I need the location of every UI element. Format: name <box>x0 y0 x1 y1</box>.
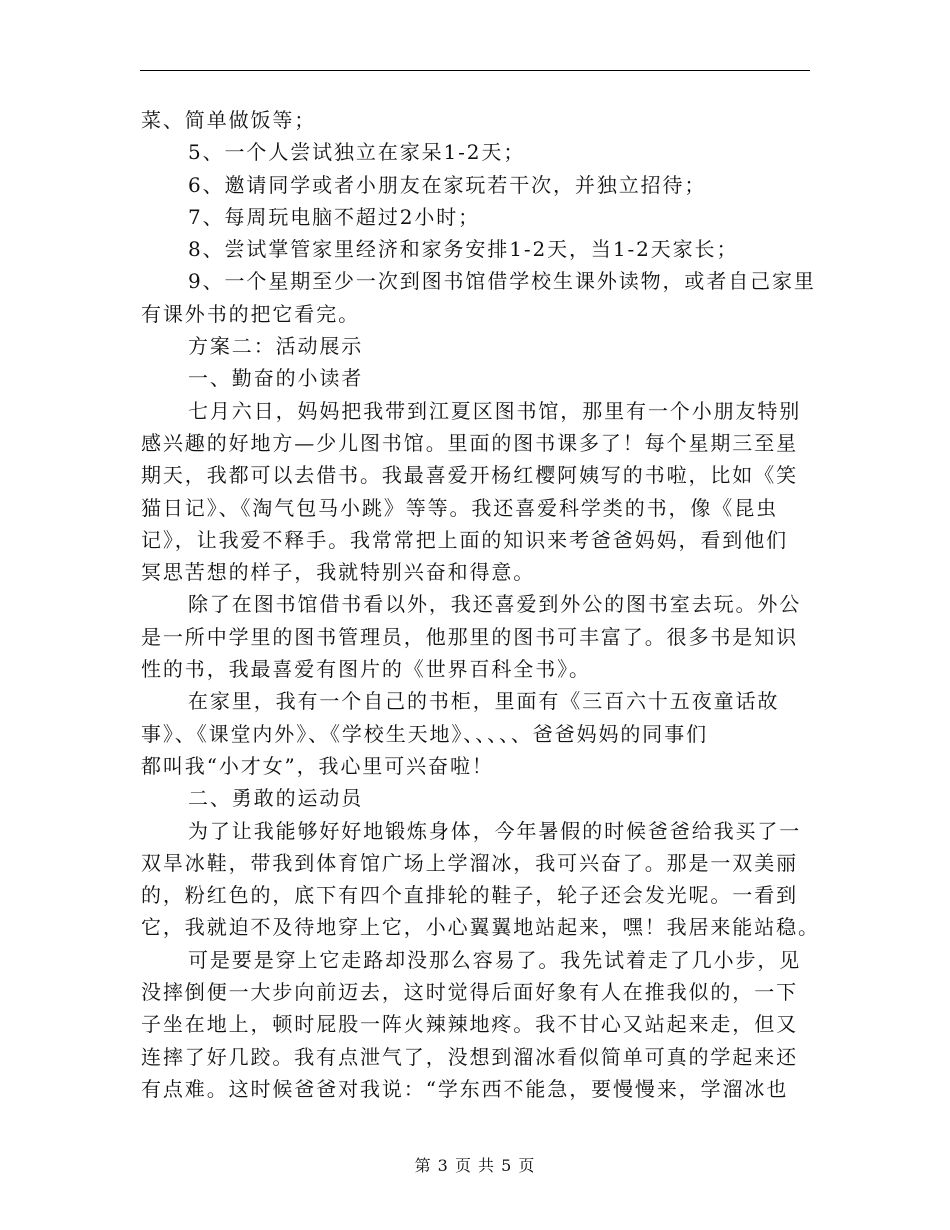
list-item-7: 7、每周玩电脑不超过2小时； <box>188 204 481 229</box>
paragraph-line: 除了在图书馆借书看以外，我还喜爱到外公的图书室去玩。外公 <box>188 592 802 617</box>
paragraph-line: 子坐在地上，顿时屁股一阵火辣辣地疼。我不甘心又站起来走，但又 <box>141 1012 798 1037</box>
paragraph-line: 事》、《课堂内外》、《学校生天地》、、、、、爸爸妈妈的同事们 <box>141 721 708 746</box>
list-item-9: 9、一个星期至少一次到图书馆借学校生课外读物，或者自己家里 <box>188 269 816 294</box>
list-item-5: 5、一个人尝试独立在家呆1-2天； <box>188 140 526 165</box>
paragraph-line: 是一所中学里的图书管理员，他那里的图书可丰富了。很多书是知识 <box>141 624 798 649</box>
paragraph-line: 猫日记》、《淘气包马小跳》等等。我还喜爱科学类的书，像《昆虫 <box>141 495 778 520</box>
paragraph-line: 期天，我都可以去借书。我最喜爱开杨红樱阿姨写的书啦，比如《笑 <box>141 463 798 488</box>
paragraph-line: 的，粉红色的，底下有四个直排轮的鞋子，轮子还会发光呢。一看到 <box>141 883 798 908</box>
subsection-heading: 一、勤奋的小读者 <box>188 366 364 391</box>
section-heading: 方案二：活动展示 <box>188 334 364 359</box>
paragraph-line: 可是要是穿上它走路却没那么容易了。我先试着走了几小步，见 <box>188 947 802 972</box>
paragraph-line: 都叫我“小才女”，我心里可兴奋啦！ <box>141 753 494 778</box>
list-item-6: 6、邀请同学或者小朋友在家玩若干次，并独立招待； <box>188 172 707 197</box>
page-footer: 第 3 页 共 5 页 <box>414 1156 536 1175</box>
paragraph-line: 没摔倒便一大步向前迈去，这时觉得后面好象有人在推我似的，一下 <box>141 980 798 1005</box>
text-line: 有课外书的把它看完。 <box>141 301 360 326</box>
paragraph-line: 感兴趣的好地方—少儿图书馆。里面的图书课多了！每个星期三至星 <box>141 430 798 455</box>
paragraph-line: 它，我就迫不及待地穿上它，小心翼翼地站起来，嘿！我居来能站稳。 <box>141 915 820 940</box>
header-rule <box>140 70 810 71</box>
paragraph-line: 双旱冰鞋，带我到体育馆广场上学溜冰，我可兴奋了。那是一双美丽 <box>141 850 798 875</box>
paragraph-line: 记》，让我爱不释手。我常常把上面的知识来考爸爸妈妈，看到他们 <box>141 527 788 552</box>
paragraph-line: 性的书，我最喜爱有图片的《世界百科全书》。 <box>141 657 591 682</box>
text-line: 菜、简单做饭等； <box>141 108 317 132</box>
paragraph-line: 有点难。这时候爸爸对我说：“学东西不能急，要慢慢来，学溜冰也 <box>141 1076 789 1101</box>
paragraph-line: 连摔了好几跤。我有点泄气了，没想到溜冰看似简单可真的学起来还 <box>141 1044 798 1069</box>
paragraph-line: 在家里，我有一个自己的书柜，里面有《三百六十五夜童话故 <box>188 689 780 714</box>
page-body <box>141 104 820 1105</box>
subsection-heading: 二、勇敢的运动员 <box>188 786 364 811</box>
paragraph-line: 冥思苦想的样子，我就特别兴奋和得意。 <box>141 560 536 585</box>
paragraph-line: 七月六日，妈妈把我带到江夏区图书馆，那里有一个小朋友特别 <box>188 398 802 423</box>
paragraph-line: 为了让我能够好好地锻炼身体，今年暑假的时候爸爸给我买了一 <box>188 818 802 843</box>
list-item-8: 8、尝试掌管家里经济和家务安排1-2天，当1-2天家长； <box>188 237 739 262</box>
